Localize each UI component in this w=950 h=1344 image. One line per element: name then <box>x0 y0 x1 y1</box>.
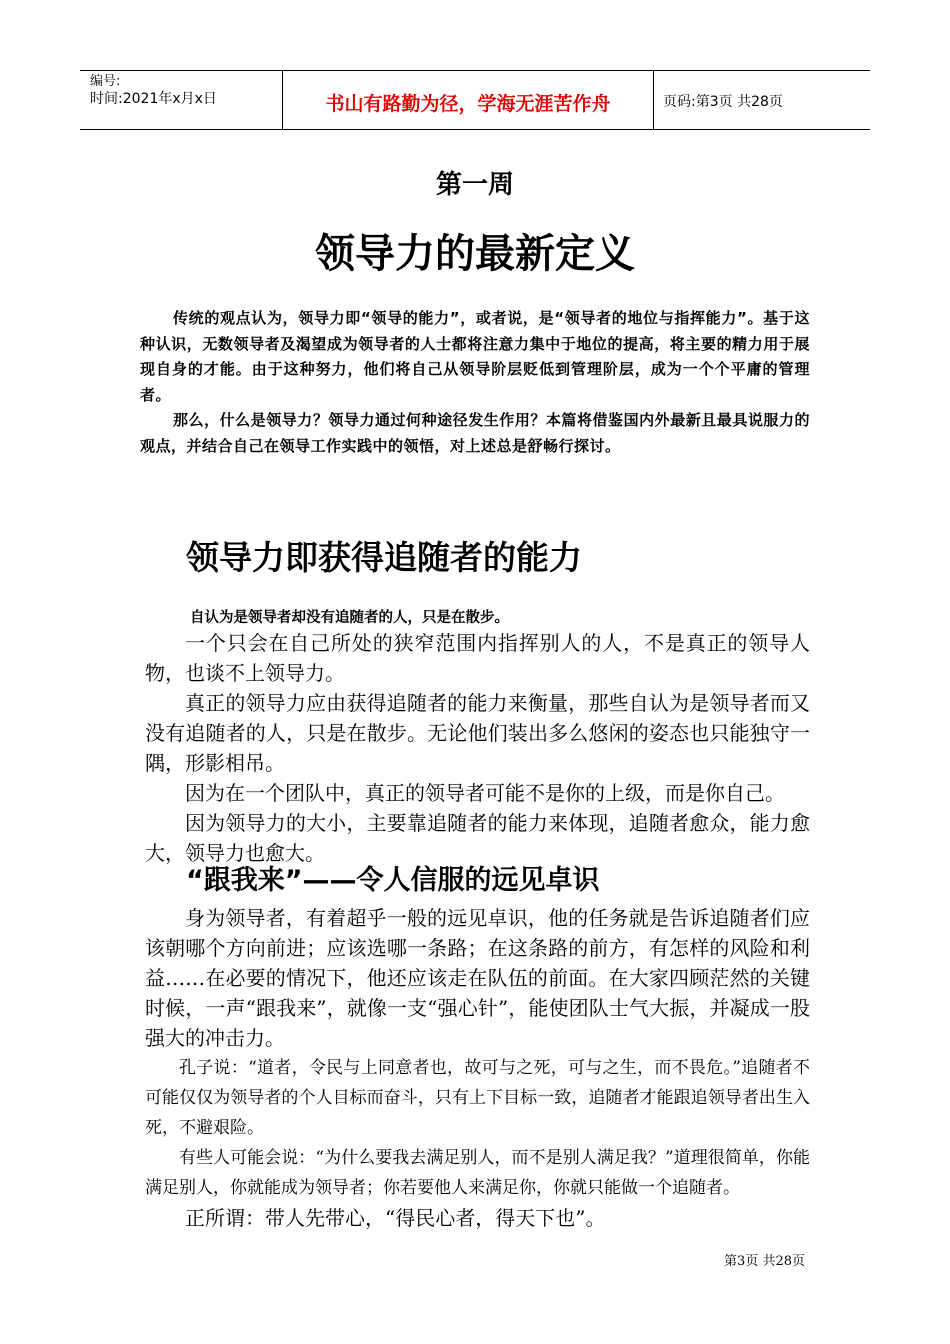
header-page-cell <box>653 71 870 129</box>
header-date: 时间:2021年x月x日 <box>90 91 217 107</box>
intro-paragraph: 传统的观点认为，领导力即“领导的能力”，或者说，是“领导者的地位与指挥能力”。基于这种认识，无数领导者及渴望成为领导者的人士都将注意力集中于地位的提高，将主要的精力用于展现自身的才能。由于这种努力，他们将自己从领导阶层贬低到管理阶层，成为一个个平庸的管理者。 <box>140 309 810 404</box>
week-title: 第一周 <box>435 170 514 200</box>
body-paragraph: 真正的领导力应由获得追随者的能力来衡量，那些自认为是领导者而又没有追随者的人，只是在散步。无论他们装出多么悠闲的姿态也只能独守一隅，形影相吊。 <box>145 691 810 775</box>
section1-body <box>145 628 810 868</box>
header-table <box>80 70 870 130</box>
intro-block <box>140 306 810 459</box>
body-paragraph: 有些人可能会说：“为什么要我去满足别人，而不是别人满足我？”道理很简单，你能满足别人，你就能成为领导者；你若要他人来满足你，你就只能做一个追随者。 <box>145 1148 810 1198</box>
section2-body <box>145 903 810 1233</box>
body-paragraph: 正所谓：带人先带心，“得民心者，得天下也”。 <box>185 1206 606 1230</box>
header-motto-cell <box>282 71 654 129</box>
header-meta-cell <box>80 71 282 129</box>
body-paragraph: 因为在一个团队中，真正的领导者可能不是你的上级，而是你自己。 <box>185 781 785 805</box>
body-paragraph: 孔子说：“道者，令民与上同意者也，故可与之死，可与之生，而不畏危。”追随者不可能仅仅为领导者的个人目标而奋斗，只有上下目标一致，追随者才能跟追领导者出生入死，不避艰险。 <box>145 1058 810 1138</box>
body-paragraph: 一个只会在自己所处的狭窄范围内指挥别人的人，不是真正的领导人物，也谈不上领导力。 <box>145 631 810 685</box>
section-quote: 自认为是领导者却没有追随者的人，只是在散步。 <box>190 610 509 626</box>
footer-page-number: 第3页 共28页 <box>724 1254 805 1269</box>
header-motto: 书山有路勤为径，学海无涯苦作舟 <box>325 93 611 115</box>
body-paragraph: 因为领导力的大小，主要靠追随者的能力来体现，追随者愈众，能力愈大，领导力也愈大。 <box>145 811 810 865</box>
page-title: 领导力的最新定义 <box>315 231 635 277</box>
header-number: 编号: <box>90 74 121 89</box>
body-paragraph: 身为领导者，有着超乎一般的远见卓识，他的任务就是告诉追随者们应该朝哪个方向前进；应该选哪一条路；在这条路的前方，有怎样的风险和利益……在必要的情况下，他还应该走在队伍的前面。在大家四顾茫然的关键时候，一声“跟我来”，就像一支“强心针”，能使团队士气大振，并凝成一股强大的冲击力。 <box>145 906 810 1050</box>
section-heading: “跟我来”——令人信服的远见卓识 <box>186 865 600 896</box>
header-page-number: 页码:第3页 共28页 <box>663 94 783 110</box>
section-heading: 领导力即获得追随者的能力 <box>186 538 582 577</box>
intro-paragraph: 那么，什么是领导力？领导力通过何种途径发生作用？本篇将借鉴国内外最新且最具说服力的观点，并结合自己在领导工作实践中的领悟，对上述总是舒畅行探讨。 <box>140 411 810 455</box>
